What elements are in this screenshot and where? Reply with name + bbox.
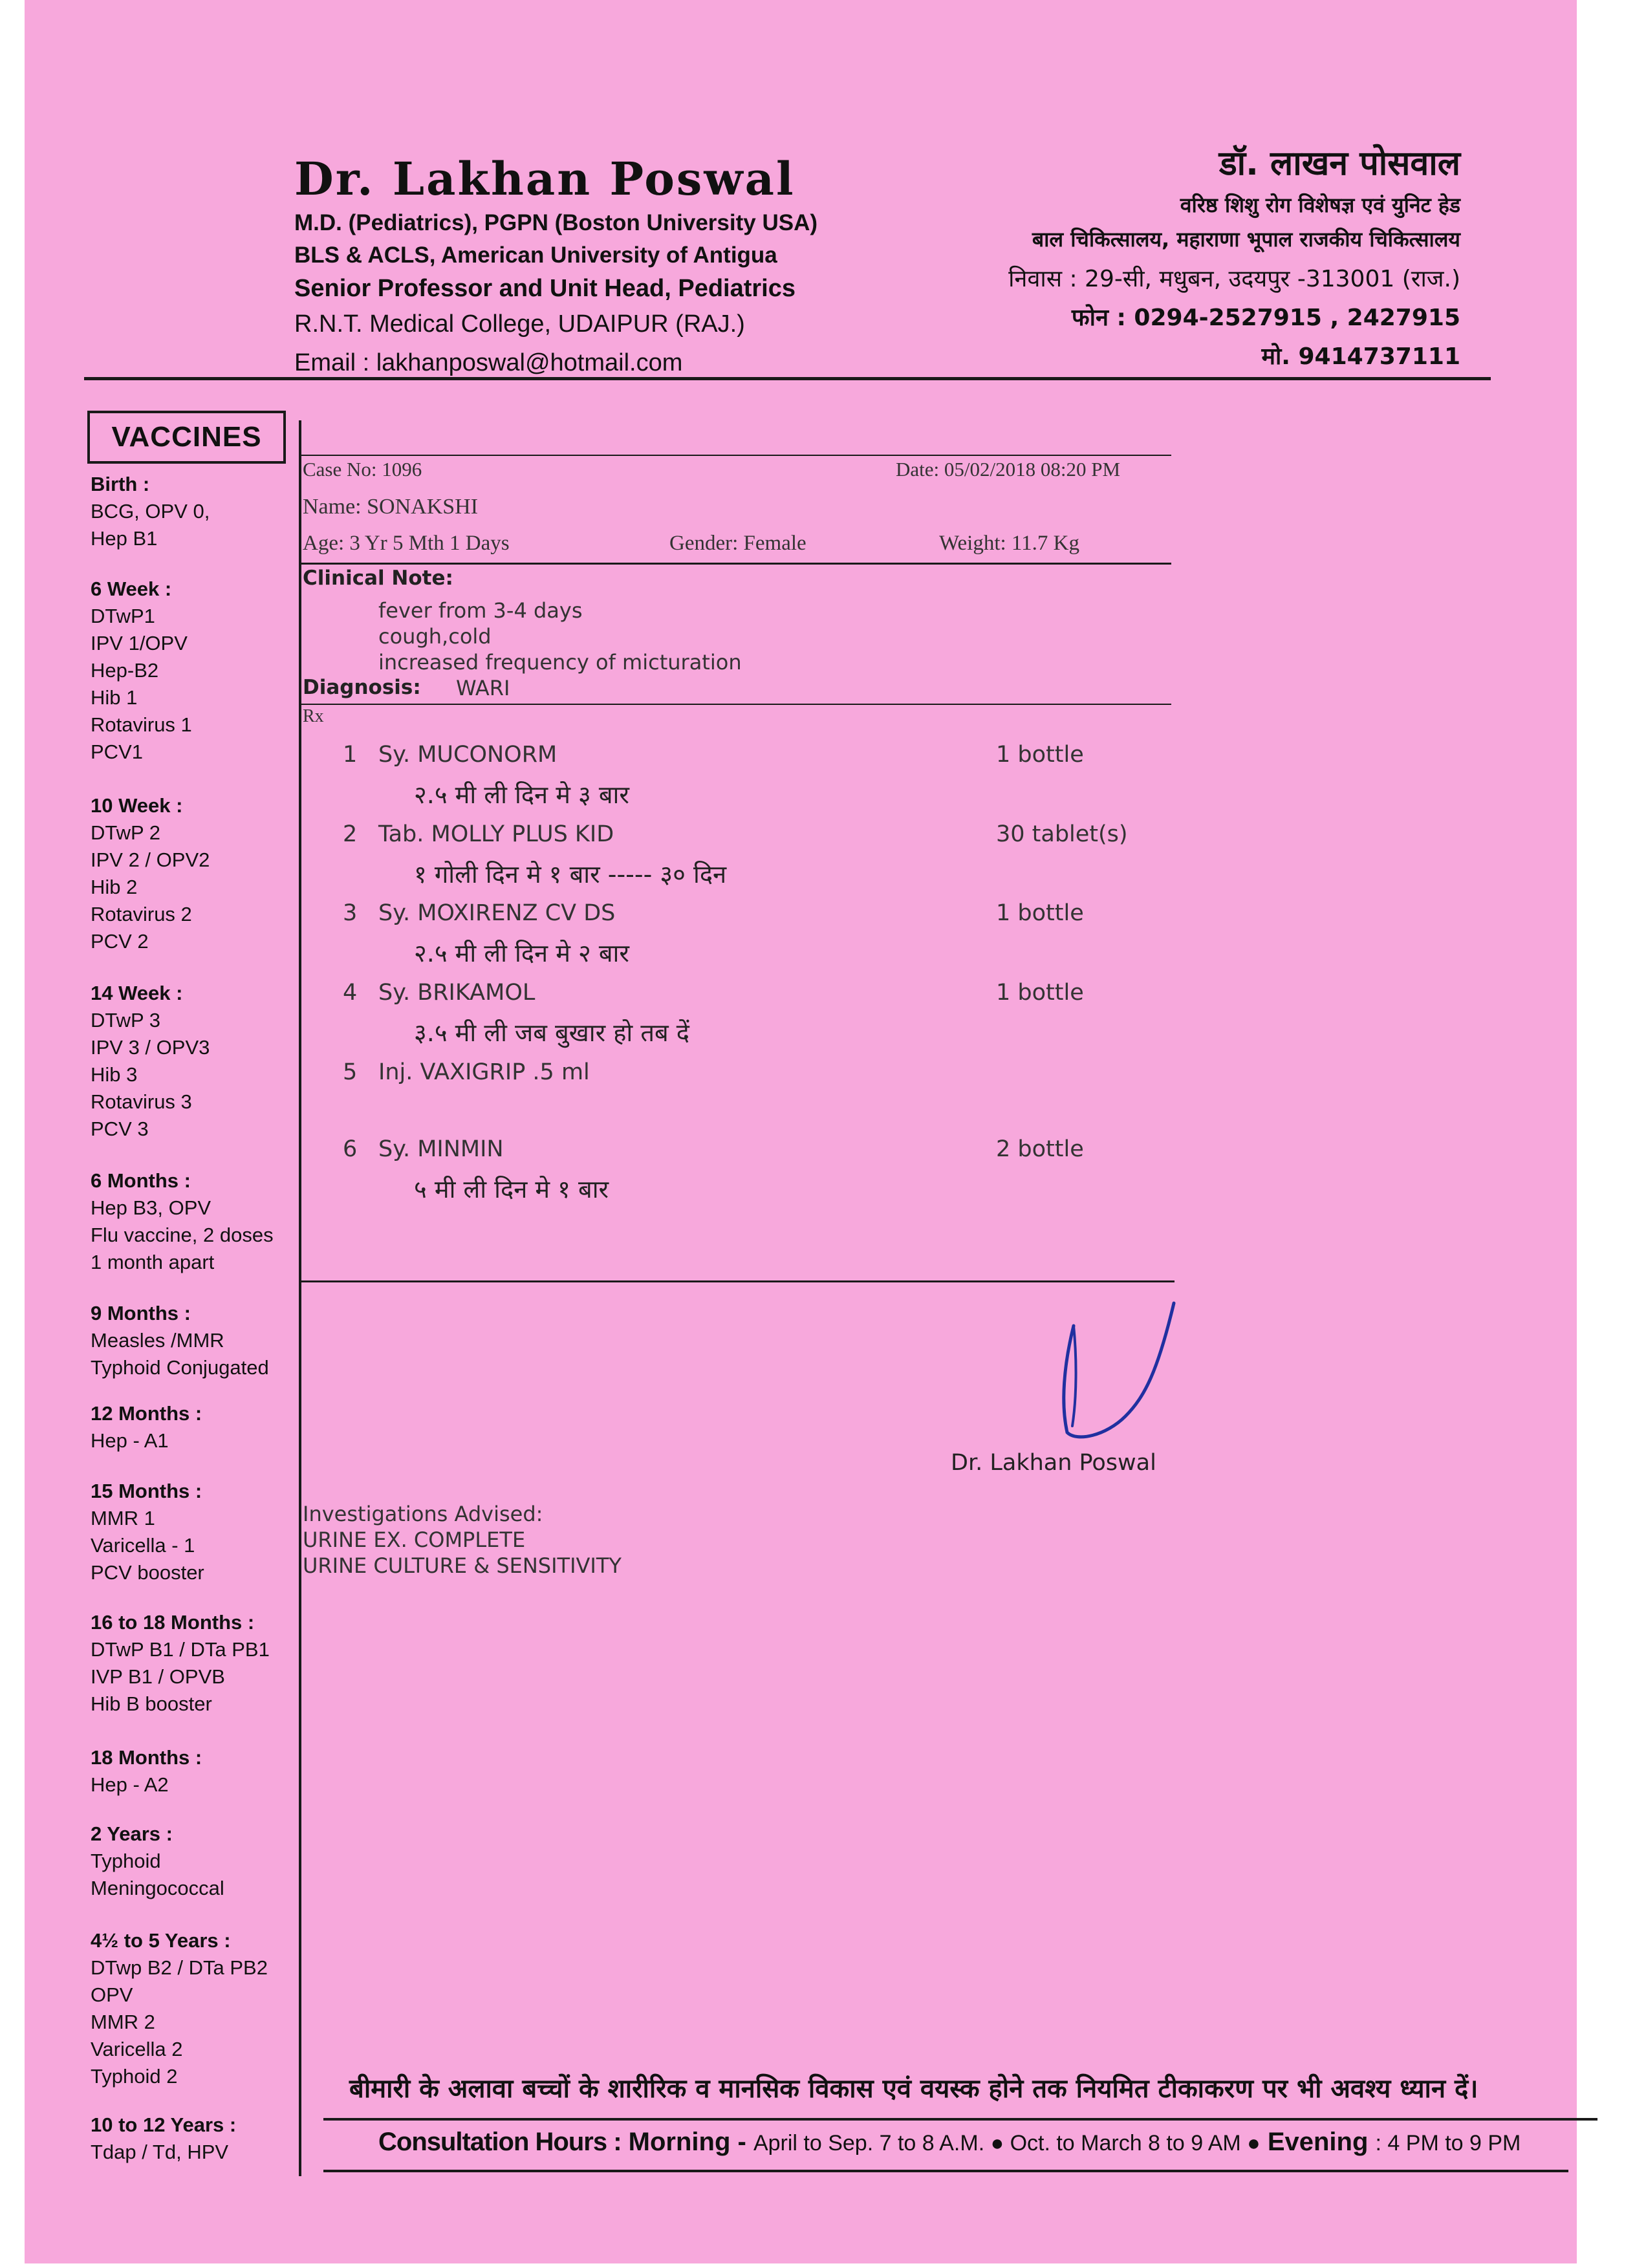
vaccine-item: PCV1 [91, 740, 143, 763]
rx-number: 6 [343, 1136, 358, 1162]
patient-bottom-rule [301, 563, 1171, 565]
vaccine-item: Typhoid Conjugated [91, 1356, 269, 1379]
patient-weight: Weight: 11.7 Kg [939, 532, 1080, 555]
vaccine-item: Meningococcal [91, 1877, 224, 1899]
diagnosis-value: WARI [456, 676, 510, 700]
investigations-heading: Investigations Advised: [303, 1502, 543, 1526]
vaccine-group [91, 1300, 323, 1381]
vaccine-item: PCV booster [91, 1561, 204, 1584]
rx-drug-name: Inj. VAXIGRIP .5 ml [378, 1059, 590, 1085]
rx-dosage: १ गोली दिन मे १ बार ----- ३० दिन [414, 860, 727, 889]
clinical-note-1: fever from 3-4 days [378, 598, 583, 623]
hindi-hospital: बाल चिकित्सालय, महाराणा भूपाल राजकीय चिकित्सालय [1032, 227, 1460, 252]
rx-number: 2 [343, 821, 358, 847]
vaccine-item: Rotavirus 3 [91, 1090, 192, 1113]
footer-bottom-rule [323, 2170, 1568, 2172]
vaccine-item: MMR 2 [91, 2011, 155, 2033]
rx-number: 3 [343, 900, 358, 926]
vaccine-group [91, 980, 323, 1143]
vaccine-item: Hep B3, OPV [91, 1196, 211, 1219]
vaccine-item: DTwP B1 / DTa PB1 [91, 1638, 270, 1661]
rx-number: 1 [343, 742, 358, 768]
vaccine-item: MMR 1 [91, 1507, 155, 1529]
vaccine-item: Varicella 2 [91, 2038, 183, 2060]
vaccine-item: Measles /MMR [91, 1329, 224, 1352]
patient-age: Age: 3 Yr 5 Mth 1 Days [303, 532, 510, 555]
vaccine-item: Typhoid 2 [91, 2065, 178, 2088]
patient-gender: Gender: Female [669, 532, 807, 555]
rx-quantity: 1 bottle [996, 900, 1084, 926]
doctor-signature [1048, 1293, 1190, 1462]
visit-date: Date: 05/02/2018 08:20 PM [896, 458, 1121, 481]
rx-drug-name: Sy. MUCONORM [378, 742, 558, 768]
vaccine-group-heading: 10 to 12 Years : [91, 2113, 237, 2136]
rx-quantity: 30 tablet(s) [996, 821, 1128, 847]
vaccines-title: VACCINES [87, 411, 286, 464]
rx-drug-name: Sy. BRIKAMOL [378, 980, 536, 1006]
investigation-item-1: URINE EX. COMPLETE [303, 1528, 526, 1552]
diagnosis-label: Diagnosis: [303, 676, 421, 699]
vaccine-group-heading: 10 Week : [91, 794, 183, 817]
vaccine-item: DTwP 3 [91, 1009, 160, 1031]
rx-dosage: २.५ मी ली दिन मे २ बार [414, 939, 629, 967]
vaccine-item: Hib 2 [91, 876, 138, 898]
rx-quantity: 1 bottle [996, 980, 1084, 1006]
vaccine-group-heading: 6 Week : [91, 578, 172, 600]
vaccine-item: Hib 3 [91, 1063, 138, 1086]
morning-label: Morning - [628, 2128, 746, 2156]
evening-hours: : 4 PM to 9 PM [1375, 2131, 1521, 2155]
rx-drug-name: Sy. MINMIN [378, 1136, 504, 1162]
vaccine-item: Hep-B2 [91, 659, 159, 682]
vaccine-item: Hep - A2 [91, 1773, 169, 1796]
vaccine-group-heading: 15 Months : [91, 1480, 202, 1502]
vaccine-item: Typhoid [91, 1850, 161, 1872]
rx-number: 4 [343, 980, 358, 1006]
signature-name: Dr. Lakhan Poswal [951, 1450, 1156, 1476]
rx-number: 5 [343, 1059, 358, 1085]
vaccine-item: Rotavirus 2 [91, 903, 192, 925]
header-divider [84, 377, 1491, 380]
hours-label: Consultation Hours : [378, 2128, 622, 2156]
patient-top-rule [301, 455, 1171, 456]
clinical-note-heading: Clinical Note: [303, 567, 453, 590]
vaccine-group [91, 1400, 323, 1454]
vaccine-group-heading: 9 Months : [91, 1302, 191, 1324]
rx-quantity: 1 bottle [996, 742, 1084, 768]
vaccine-item: Hep - A1 [91, 1429, 169, 1452]
hindi-doctor-name: डॉ. लाखन पोसवाल [1218, 144, 1460, 183]
vaccine-item: Hib 1 [91, 686, 138, 709]
vaccine-group-heading: 12 Months : [91, 1402, 202, 1425]
clinical-note-2: cough,cold [378, 624, 492, 649]
vaccine-item: OPV [91, 1983, 133, 2006]
vaccine-item: Rotavirus 1 [91, 713, 192, 736]
hindi-address: निवास : 29-सी, मधुबन, उदयपुर -313001 (राज.) [1008, 266, 1460, 292]
investigation-item-2: URINE CULTURE & SENSITIVITY [303, 1553, 622, 1578]
certification-line: BLS & ACLS, American University of Antigua [294, 243, 777, 268]
rx-dosage: ५ मी ली दिन मे १ बार [414, 1175, 609, 1204]
vaccine-group [91, 1609, 323, 1718]
footer-top-rule [323, 2118, 1597, 2121]
evening-label: Evening [1267, 2128, 1369, 2156]
vaccine-item: DTwp B2 / DTa PB2 [91, 1956, 268, 1979]
vaccine-item: IVP B1 / OPVB [91, 1665, 225, 1688]
vaccine-group-heading: 6 Months : [91, 1169, 191, 1192]
vaccine-item: IPV 3 / OPV3 [91, 1036, 210, 1059]
vaccine-group [91, 1927, 323, 2090]
vaccine-item: Flu vaccine, 2 doses [91, 1224, 274, 1246]
vaccine-item: PCV 2 [91, 930, 149, 953]
vaccine-group [91, 1478, 323, 1586]
clinical-note-3: increased frequency of micturation [378, 650, 742, 675]
email-line: Email : lakhanposwal@hotmail.com [294, 349, 683, 376]
vaccine-item: DTwP1 [91, 605, 155, 627]
footer-hindi-note: बीमारी के अलावा बच्चों के शारीरिक व मानसिक विकास एवं वयस्क होने तक नियमित टीकाकरण पर भी अवश्य ध्यान दें। [349, 2074, 1478, 2104]
college-line: R.N.T. Medical College, UDAIPUR (RAJ.) [294, 310, 745, 338]
doctor-name: Dr. Lakhan Poswal [294, 152, 796, 206]
hindi-mobile: मो. 9414737111 [1261, 343, 1460, 370]
hindi-phone: फोन : 0294-2527915 , 2427915 [1071, 305, 1460, 331]
vaccine-group-heading: 16 to 18 Months : [91, 1611, 255, 1634]
vaccine-item: Varicella - 1 [91, 1534, 195, 1557]
qualification-line: M.D. (Pediatrics), PGPN (Boston University USA) [294, 210, 818, 235]
vaccine-item: Tdap / Td, HPV [91, 2141, 229, 2163]
vaccine-item: 1 month apart [91, 1251, 215, 1273]
vaccine-item: IPV 1/OPV [91, 632, 188, 654]
hindi-designation: वरिष्ठ शिशु रोग विशेषज्ञ एवं युनिट हेड [1180, 193, 1460, 217]
vaccine-item: IPV 2 / OPV2 [91, 848, 210, 871]
morning-hours: April to Sep. 7 to 8 A.M. ● Oct. to March 8 to 9 AM ● [753, 2131, 1261, 2155]
vaccine-group-heading: Birth : [91, 473, 150, 495]
vaccine-group [91, 471, 323, 552]
vaccine-item: Hib B booster [91, 1692, 212, 1715]
rx-end-rule [301, 1280, 1175, 1282]
diagnosis-rule [301, 704, 1171, 705]
patient-name: Name: SONAKSHI [303, 495, 479, 519]
vaccine-group [91, 1167, 323, 1276]
vaccine-item: DTwP 2 [91, 821, 160, 844]
rx-dosage: ३.५ मी ली जब बुखार हो तब दें [414, 1019, 689, 1047]
vaccine-group [91, 1744, 323, 1798]
rx-label: Rx [303, 706, 324, 726]
vaccine-item: PCV 3 [91, 1118, 149, 1140]
vaccine-group [91, 1820, 323, 1902]
rx-dosage: २.५ मी ली दिन मे ३ बार [414, 781, 629, 809]
rx-drug-name: Sy. MOXIRENZ CV DS [378, 900, 616, 926]
vaccine-item: BCG, OPV 0, [91, 500, 210, 523]
vaccine-group [91, 2111, 323, 2166]
vaccine-group [91, 576, 323, 766]
vaccine-group-heading: 14 Week : [91, 982, 183, 1004]
vaccine-group-heading: 18 Months : [91, 1746, 202, 1769]
vaccine-group [91, 792, 323, 955]
case-number: Case No: 1096 [303, 458, 422, 481]
vaccine-item: Hep B1 [91, 527, 158, 550]
consultation-hours [378, 2128, 1521, 2157]
rx-drug-name: Tab. MOLLY PLUS KID [378, 821, 614, 847]
designation-line: Senior Professor and Unit Head, Pediatrics [294, 275, 796, 302]
vaccine-group-heading: 2 Years : [91, 1822, 173, 1845]
rx-quantity: 2 bottle [996, 1136, 1084, 1162]
vaccine-group-heading: 4½ to 5 Years : [91, 1929, 231, 1952]
